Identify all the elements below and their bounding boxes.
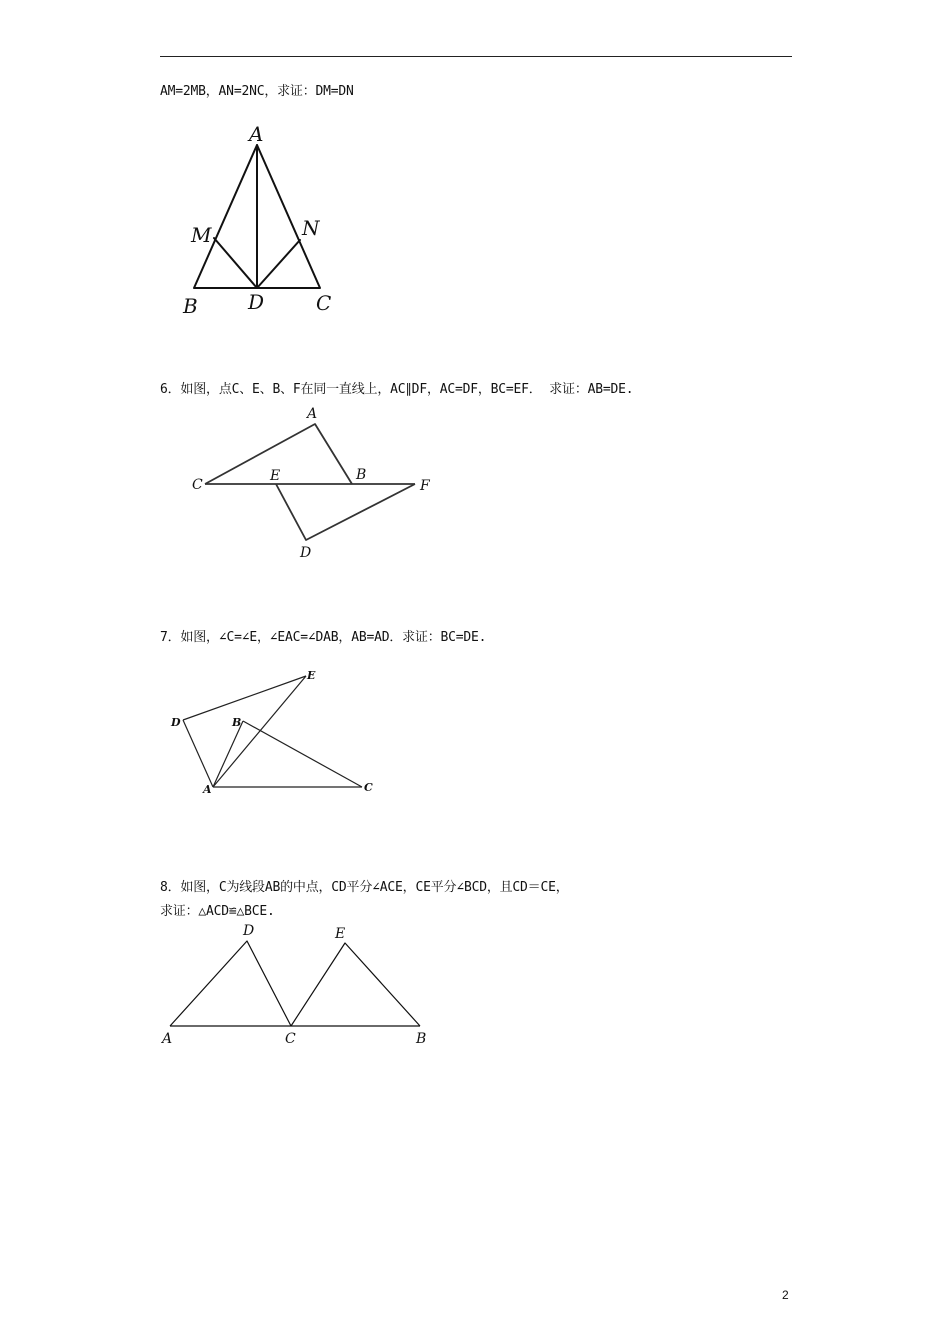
problem7-figure bbox=[165, 660, 380, 800]
label-a: A bbox=[203, 783, 212, 796]
label-b: B bbox=[356, 467, 367, 483]
problem8-figure bbox=[158, 920, 438, 1050]
problem8-line1: 8．如图，C为线段AB的中点，CD平分∠ACE，CE平分∠BCD，且CD＝CE， bbox=[160, 880, 569, 895]
problem6-text: 6．如图，点C、E、B、F在同一直线上，AC∥DF，AC=DF，BC=EF． 求证：AB=DE. bbox=[160, 382, 634, 397]
label-f: F bbox=[420, 478, 430, 494]
label-b: B bbox=[232, 716, 242, 729]
problem7-text: 7．如图，∠C=∠E，∠EAC=∠DAB，AB=AD．求证：BC=DE. bbox=[160, 630, 487, 645]
header-rule bbox=[160, 56, 792, 57]
problem5-text: AM=2MB，AN=2NC，求证：DM=DN bbox=[160, 84, 354, 99]
label-a: A bbox=[249, 122, 264, 146]
label-d: D bbox=[171, 716, 181, 729]
label-n: N bbox=[302, 216, 320, 240]
page-number: 2 bbox=[782, 1288, 789, 1302]
label-a: A bbox=[307, 406, 318, 422]
label-d: D bbox=[248, 290, 265, 314]
label-c: C bbox=[285, 1031, 296, 1047]
label-c: C bbox=[364, 781, 373, 794]
label-e: E bbox=[307, 669, 316, 682]
label-e: E bbox=[270, 468, 281, 484]
problem6-figure bbox=[188, 400, 438, 565]
label-c: C bbox=[192, 477, 203, 493]
label-m: M bbox=[191, 223, 212, 247]
label-a: A bbox=[162, 1031, 173, 1047]
label-e: E bbox=[335, 926, 346, 942]
label-b: B bbox=[183, 294, 198, 318]
problem5-figure bbox=[180, 115, 350, 325]
label-b: B bbox=[416, 1031, 427, 1047]
problem8-line2: 求证：△ACD≌△BCE. bbox=[160, 904, 275, 919]
label-d: D bbox=[243, 923, 255, 939]
label-c: C bbox=[316, 291, 332, 315]
label-d: D bbox=[300, 545, 312, 561]
